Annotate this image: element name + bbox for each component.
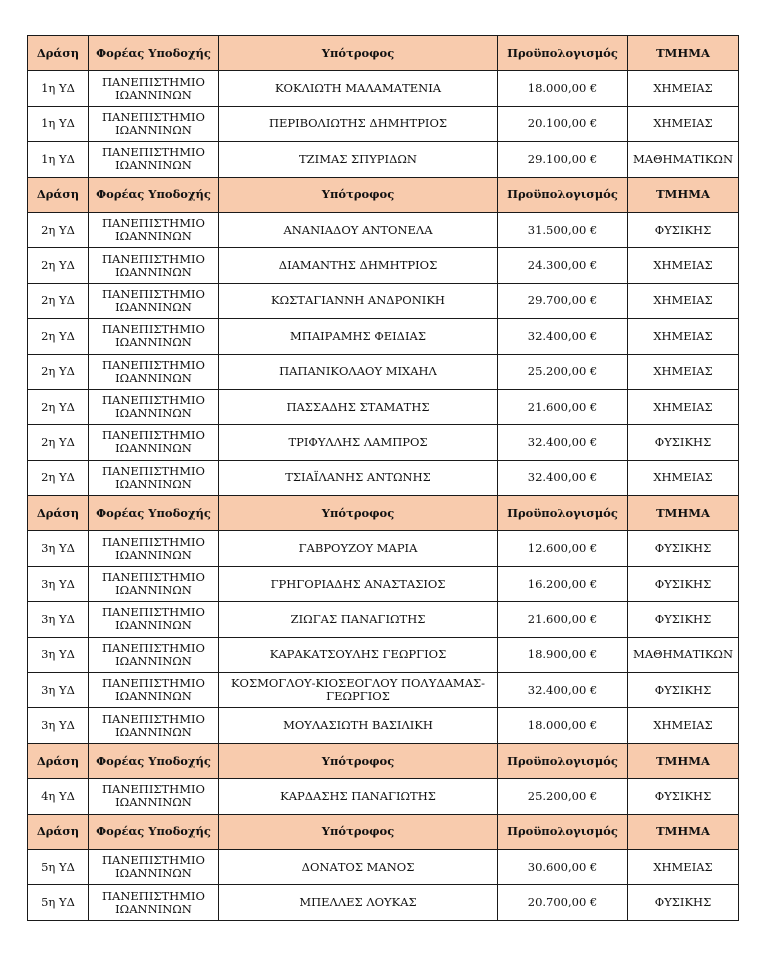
cell-budget: 20.700,00 € [498, 885, 628, 920]
cell-fellow: ΔΙΑΜΑΝΤΗΣ ΔΗΜΗΤΡΙΟΣ [219, 248, 498, 283]
cell-host: ΠΑΝΕΠΙΣΤΗΜΙΟ ΙΩΑΝΝΙΝΩΝ [89, 283, 219, 318]
cell-action: 1η ΥΔ [28, 142, 89, 177]
cell-department: ΦΥΣΙΚΗΣ [628, 885, 739, 920]
cell-budget: 29.700,00 € [498, 283, 628, 318]
header-host: Φορέας Υποδοχής [89, 36, 219, 71]
table-row [28, 354, 739, 389]
header-action: Δράση [28, 814, 89, 849]
table-row [28, 248, 739, 283]
cell-host: ΠΑΝΕΠΙΣΤΗΜΙΟ ΙΩΑΝΝΙΝΩΝ [89, 354, 219, 389]
cell-budget: 20.100,00 € [498, 106, 628, 141]
table-row [28, 389, 739, 424]
table-row [28, 212, 739, 247]
table-row [28, 885, 739, 920]
header-budget: Προϋπολογισμός [498, 177, 628, 212]
cell-department: ΧΗΜΕΙΑΣ [628, 849, 739, 884]
cell-fellow: ΖΙΩΓΑΣ ΠΑΝΑΓΙΩΤΗΣ [219, 602, 498, 637]
cell-fellow: ΚΩΣΤΑΓΙΑΝΝΗ ΑΝΔΡΟΝΙΚΗ [219, 283, 498, 318]
cell-host: ΠΑΝΕΠΙΣΤΗΜΙΟ ΙΩΑΝΝΙΝΩΝ [89, 71, 219, 106]
table-row [28, 425, 739, 460]
cell-fellow: ΑΝΑΝΙΑΔΟΥ ΑΝΤΟΝΕΛΑ [219, 212, 498, 247]
header-budget: Προϋπολογισμός [498, 814, 628, 849]
cell-action: 2η ΥΔ [28, 425, 89, 460]
cell-action: 1η ΥΔ [28, 71, 89, 106]
cell-department: ΧΗΜΕΙΑΣ [628, 389, 739, 424]
cell-host: ΠΑΝΕΠΙΣΤΗΜΙΟ ΙΩΑΝΝΙΝΩΝ [89, 531, 219, 566]
header-row [28, 496, 739, 531]
header-budget: Προϋπολογισμός [498, 36, 628, 71]
cell-fellow: ΓΡΗΓΟΡΙΑΔΗΣ ΑΝΑΣΤΑΣΙΟΣ [219, 566, 498, 601]
cell-department: ΦΥΣΙΚΗΣ [628, 531, 739, 566]
header-action: Δράση [28, 743, 89, 778]
cell-department: ΜΑΘΗΜΑΤΙΚΩΝ [628, 637, 739, 672]
cell-department: ΦΥΣΙΚΗΣ [628, 673, 739, 708]
cell-department: ΦΥΣΙΚΗΣ [628, 779, 739, 814]
header-host: Φορέας Υποδοχής [89, 496, 219, 531]
table-row [28, 779, 739, 814]
cell-action: 2η ΥΔ [28, 212, 89, 247]
header-budget: Προϋπολογισμός [498, 496, 628, 531]
cell-department: ΦΥΣΙΚΗΣ [628, 212, 739, 247]
cell-budget: 32.400,00 € [498, 460, 628, 495]
cell-budget: 16.200,00 € [498, 566, 628, 601]
cell-fellow: ΠΕΡΙΒΟΛΙΩΤΗΣ ΔΗΜΗΤΡΙΟΣ [219, 106, 498, 141]
cell-host: ΠΑΝΕΠΙΣΤΗΜΙΟ ΙΩΑΝΝΙΝΩΝ [89, 673, 219, 708]
cell-fellow: ΜΠΕΛΛΕΣ ΛΟΥΚΑΣ [219, 885, 498, 920]
cell-host: ΠΑΝΕΠΙΣΤΗΜΙΟ ΙΩΑΝΝΙΝΩΝ [89, 602, 219, 637]
cell-action: 3η ΥΔ [28, 531, 89, 566]
cell-budget: 24.300,00 € [498, 248, 628, 283]
cell-fellow: ΚΟΚΛΙΩΤΗ ΜΑΛΑΜΑΤΕΝΙΑ [219, 71, 498, 106]
cell-fellow: ΚΑΡΔΑΣΗΣ ΠΑΝΑΓΙΩΤΗΣ [219, 779, 498, 814]
header-budget: Προϋπολογισμός [498, 743, 628, 778]
cell-department: ΦΥΣΙΚΗΣ [628, 602, 739, 637]
cell-action: 3η ΥΔ [28, 566, 89, 601]
table-row [28, 708, 739, 743]
cell-host: ΠΑΝΕΠΙΣΤΗΜΙΟ ΙΩΑΝΝΙΝΩΝ [89, 779, 219, 814]
cell-action: 3η ΥΔ [28, 637, 89, 672]
table-row [28, 637, 739, 672]
cell-action: 2η ΥΔ [28, 389, 89, 424]
cell-host: ΠΑΝΕΠΙΣΤΗΜΙΟ ΙΩΑΝΝΙΝΩΝ [89, 708, 219, 743]
header-host: Φορέας Υποδοχής [89, 743, 219, 778]
header-action: Δράση [28, 177, 89, 212]
table-row [28, 71, 739, 106]
header-fellow: Υπότροφος [219, 743, 498, 778]
cell-action: 5η ΥΔ [28, 849, 89, 884]
cell-action: 3η ΥΔ [28, 602, 89, 637]
header-action: Δράση [28, 36, 89, 71]
cell-host: ΠΑΝΕΠΙΣΤΗΜΙΟ ΙΩΑΝΝΙΝΩΝ [89, 566, 219, 601]
cell-budget: 18.900,00 € [498, 637, 628, 672]
cell-budget: 32.400,00 € [498, 425, 628, 460]
cell-host: ΠΑΝΕΠΙΣΤΗΜΙΟ ΙΩΑΝΝΙΝΩΝ [89, 106, 219, 141]
cell-budget: 29.100,00 € [498, 142, 628, 177]
cell-host: ΠΑΝΕΠΙΣΤΗΜΙΟ ΙΩΑΝΝΙΝΩΝ [89, 849, 219, 884]
table-row [28, 673, 739, 708]
cell-fellow: ΜΟΥΛΑΣΙΩΤΗ ΒΑΣΙΛΙΚΗ [219, 708, 498, 743]
cell-budget: 32.400,00 € [498, 319, 628, 354]
cell-department: ΧΗΜΕΙΑΣ [628, 319, 739, 354]
cell-action: 2η ΥΔ [28, 319, 89, 354]
table-row [28, 319, 739, 354]
cell-action: 2η ΥΔ [28, 283, 89, 318]
cell-budget: 32.400,00 € [498, 673, 628, 708]
cell-department: ΧΗΜΕΙΑΣ [628, 248, 739, 283]
cell-host: ΠΑΝΕΠΙΣΤΗΜΙΟ ΙΩΑΝΝΙΝΩΝ [89, 248, 219, 283]
cell-host: ΠΑΝΕΠΙΣΤΗΜΙΟ ΙΩΑΝΝΙΝΩΝ [89, 460, 219, 495]
cell-budget: 18.000,00 € [498, 71, 628, 106]
cell-host: ΠΑΝΕΠΙΣΤΗΜΙΟ ΙΩΑΝΝΙΝΩΝ [89, 389, 219, 424]
cell-host: ΠΑΝΕΠΙΣΤΗΜΙΟ ΙΩΑΝΝΙΝΩΝ [89, 319, 219, 354]
table-row [28, 602, 739, 637]
cell-action: 1η ΥΔ [28, 106, 89, 141]
fellowship-table-body [28, 36, 739, 921]
table-row [28, 531, 739, 566]
header-department: ΤΜΗΜΑ [628, 177, 739, 212]
header-row [28, 743, 739, 778]
header-fellow: Υπότροφος [219, 36, 498, 71]
header-department: ΤΜΗΜΑ [628, 496, 739, 531]
table-row [28, 283, 739, 318]
cell-action: 2η ΥΔ [28, 248, 89, 283]
cell-host: ΠΑΝΕΠΙΣΤΗΜΙΟ ΙΩΑΝΝΙΝΩΝ [89, 142, 219, 177]
cell-department: ΧΗΜΕΙΑΣ [628, 283, 739, 318]
header-row [28, 177, 739, 212]
cell-budget: 12.600,00 € [498, 531, 628, 566]
cell-fellow: ΤΡΙΦΥΛΛΗΣ ΛΑΜΠΡΟΣ [219, 425, 498, 460]
cell-department: ΧΗΜΕΙΑΣ [628, 708, 739, 743]
cell-budget: 18.000,00 € [498, 708, 628, 743]
cell-action: 3η ΥΔ [28, 673, 89, 708]
table-row [28, 566, 739, 601]
cell-budget: 21.600,00 € [498, 389, 628, 424]
header-department: ΤΜΗΜΑ [628, 814, 739, 849]
header-action: Δράση [28, 496, 89, 531]
cell-fellow: ΤΣΙΑΪΛΑΝΗΣ ΑΝΤΩΝΗΣ [219, 460, 498, 495]
cell-fellow: ΤΖΙΜΑΣ ΣΠΥΡΙΔΩΝ [219, 142, 498, 177]
cell-host: ΠΑΝΕΠΙΣΤΗΜΙΟ ΙΩΑΝΝΙΝΩΝ [89, 425, 219, 460]
cell-fellow: ΚΟΣΜΟΓΛΟΥ-ΚΙΟΣΕΟΓΛΟΥ ΠΟΛΥΔΑΜΑΣ-ΓΕΩΡΓΙΟΣ [219, 673, 498, 708]
cell-department: ΦΥΣΙΚΗΣ [628, 566, 739, 601]
header-fellow: Υπότροφος [219, 177, 498, 212]
header-department: ΤΜΗΜΑ [628, 36, 739, 71]
cell-department: ΧΗΜΕΙΑΣ [628, 106, 739, 141]
cell-department: ΧΗΜΕΙΑΣ [628, 71, 739, 106]
cell-fellow: ΠΑΠΑΝΙΚΟΛΑΟΥ ΜΙΧΑΗΛ [219, 354, 498, 389]
table-row [28, 460, 739, 495]
cell-budget: 31.500,00 € [498, 212, 628, 247]
header-host: Φορέας Υποδοχής [89, 814, 219, 849]
table-row [28, 142, 739, 177]
cell-budget: 30.600,00 € [498, 849, 628, 884]
cell-budget: 21.600,00 € [498, 602, 628, 637]
cell-budget: 25.200,00 € [498, 779, 628, 814]
cell-budget: 25.200,00 € [498, 354, 628, 389]
header-department: ΤΜΗΜΑ [628, 743, 739, 778]
cell-fellow: ΔΟΝΑΤΟΣ ΜΑΝΟΣ [219, 849, 498, 884]
header-row [28, 36, 739, 71]
cell-action: 5η ΥΔ [28, 885, 89, 920]
cell-department: ΜΑΘΗΜΑΤΙΚΩΝ [628, 142, 739, 177]
cell-fellow: ΜΠΑΙΡΑΜΗΣ ΦΕΙΔΙΑΣ [219, 319, 498, 354]
cell-department: ΦΥΣΙΚΗΣ [628, 425, 739, 460]
cell-department: ΧΗΜΕΙΑΣ [628, 460, 739, 495]
cell-department: ΧΗΜΕΙΑΣ [628, 354, 739, 389]
cell-host: ΠΑΝΕΠΙΣΤΗΜΙΟ ΙΩΑΝΝΙΝΩΝ [89, 212, 219, 247]
header-row [28, 814, 739, 849]
table-row [28, 106, 739, 141]
cell-host: ΠΑΝΕΠΙΣΤΗΜΙΟ ΙΩΑΝΝΙΝΩΝ [89, 885, 219, 920]
cell-fellow: ΓΑΒΡΟΥΖΟΥ ΜΑΡΙΑ [219, 531, 498, 566]
table-row [28, 849, 739, 884]
cell-host: ΠΑΝΕΠΙΣΤΗΜΙΟ ΙΩΑΝΝΙΝΩΝ [89, 637, 219, 672]
fellowship-table [27, 35, 739, 921]
cell-action: 4η ΥΔ [28, 779, 89, 814]
cell-action: 2η ΥΔ [28, 460, 89, 495]
cell-fellow: ΚΑΡΑΚΑΤΣΟΥΛΗΣ ΓΕΩΡΓΙΟΣ [219, 637, 498, 672]
cell-fellow: ΠΑΣΣΑΔΗΣ ΣΤΑΜΑΤΗΣ [219, 389, 498, 424]
cell-action: 2η ΥΔ [28, 354, 89, 389]
cell-action: 3η ΥΔ [28, 708, 89, 743]
header-host: Φορέας Υποδοχής [89, 177, 219, 212]
header-fellow: Υπότροφος [219, 814, 498, 849]
header-fellow: Υπότροφος [219, 496, 498, 531]
